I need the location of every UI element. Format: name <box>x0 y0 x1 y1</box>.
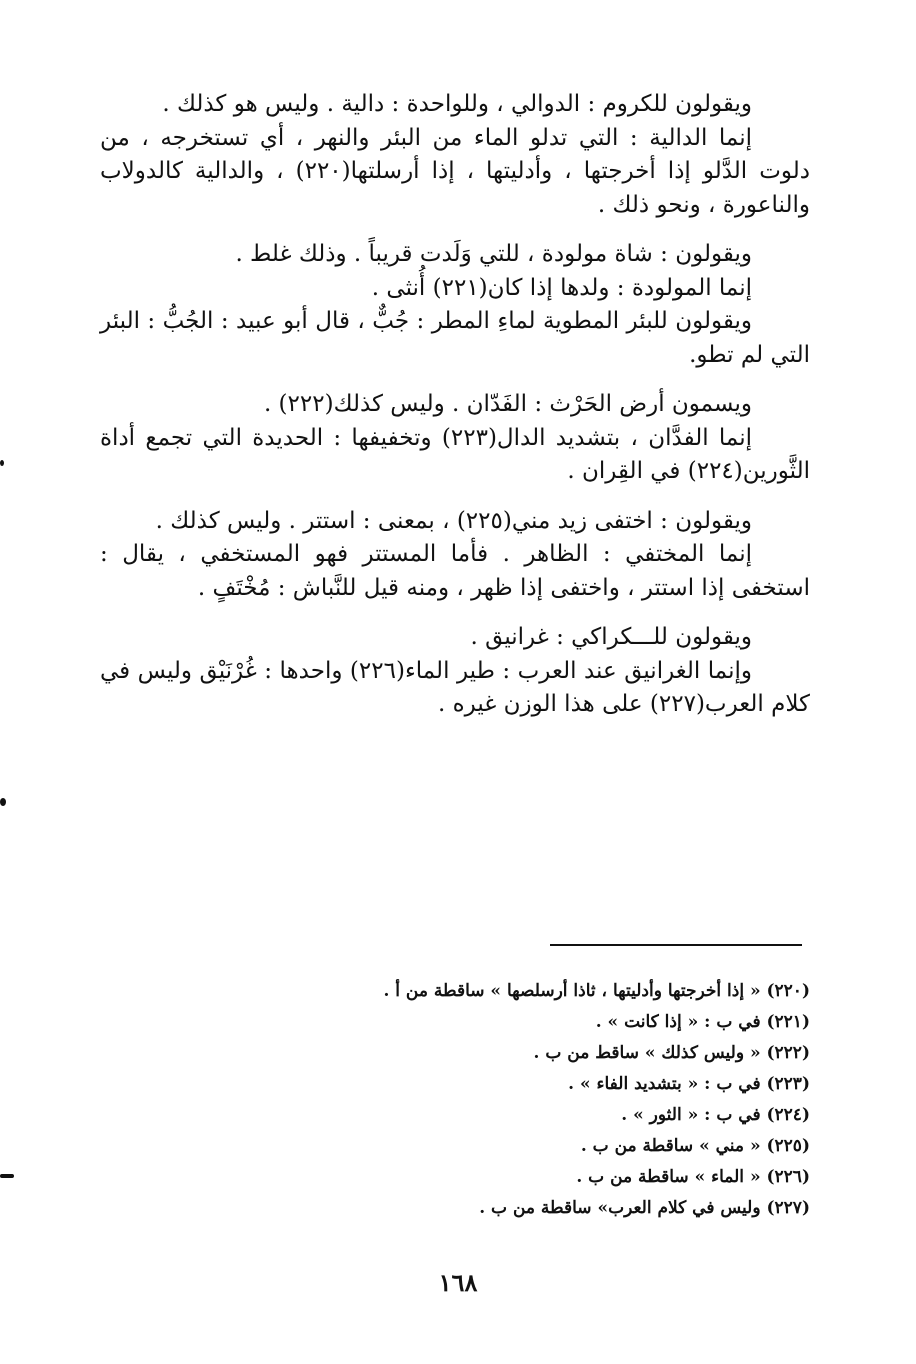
footnote: (٢٢١) في ب : « إذا كانت » . <box>595 1012 810 1032</box>
paragraph: ويقولون : اختفى زيد مني(٢٢٥) ، بمعنى : استتر . وليس كذلك . <box>155 507 752 534</box>
paragraph: ويقولون للكروم : الدوالي ، وللواحدة : دالية . وليس هو كذلك . <box>162 91 752 117</box>
footnotes <box>100 976 810 1224</box>
page-number: ١٦٨ <box>438 1268 478 1297</box>
footnote-separator <box>550 944 802 946</box>
paragraph: ويقولون للـــكراكي : غرانيق . <box>470 624 752 650</box>
scan-mark <box>0 1174 14 1178</box>
paragraph: وإنما الغرانيق عند العرب : طير الماء(٢٢٦) واحدها : غُرْنَيْق وليس في كلام العرب(٢٢٧) على هذا الوزن غيره . <box>100 657 810 717</box>
paragraph: ويقولون : شاة مولودة ، للتي وَلَدت قريباً . وذلك غلط . <box>235 241 752 267</box>
footnote: (٢٢٥) « مني » ساقطة من ب . <box>580 1136 810 1156</box>
main-text <box>100 88 810 722</box>
paragraph: ويقولون للبئر المطوية لماءِ المطر : جُبٌّ ، قال أبو عبيد : الجُبُّ : البئر التي لم تطو. <box>100 308 810 368</box>
footnote: (٢٢٦) « الماء » ساقطة من ب . <box>576 1167 810 1187</box>
paragraph: إنما الدالية : التي تدلو الماء من البئر والنهر ، أي تستخرجه ، من دلوت الدَّلو إذا أخرجتها ، وأدليتها ، إذا أرسلتها(٢٢٠) ، والدالية كالدولاب والناعورة ، ونحو ذلك . <box>100 124 810 218</box>
scan-mark <box>0 798 6 806</box>
footnote: (٢٢٢) « وليس كذلك » ساقط من ب . <box>533 1043 810 1063</box>
footnote: (٢٢٤) في ب : « الثور » . <box>621 1105 810 1125</box>
footnote: (٢٢٧) وليس في كلام العرب» ساقطة من ب . <box>479 1198 810 1218</box>
scan-mark <box>0 460 4 466</box>
paragraph: إنما المولودة : ولدها إذا كان(٢٢١) أُنثى . <box>371 274 752 301</box>
paragraph: إنما المختفي : الظاهر . فأما المستتر فهو المستخفي ، يقال : استخفى إذا استتر ، واختفى إذا ظهر ، ومنه قيل للنَّباش : مُخْتَفٍ . <box>100 541 810 601</box>
footnote: (٢٢٠) « إذا أخرجتها وأدليتها ، ثاذا أرسلصها » ساقطة من أ . <box>383 981 810 1001</box>
paragraph: ويسمون أرض الحَرْث : الفَدّان . وليس كذلك(٢٢٢) . <box>263 391 752 417</box>
footnote: (٢٢٣) في ب : « بتشديد الفاء » . <box>568 1074 810 1094</box>
paragraph: إنما الفدَّان ، بتشديد الدال(٢٢٣) وتخفيفها : الحديدة التي تجمع أداة الثَّورين(٢٢٤) في القِران . <box>100 424 810 484</box>
